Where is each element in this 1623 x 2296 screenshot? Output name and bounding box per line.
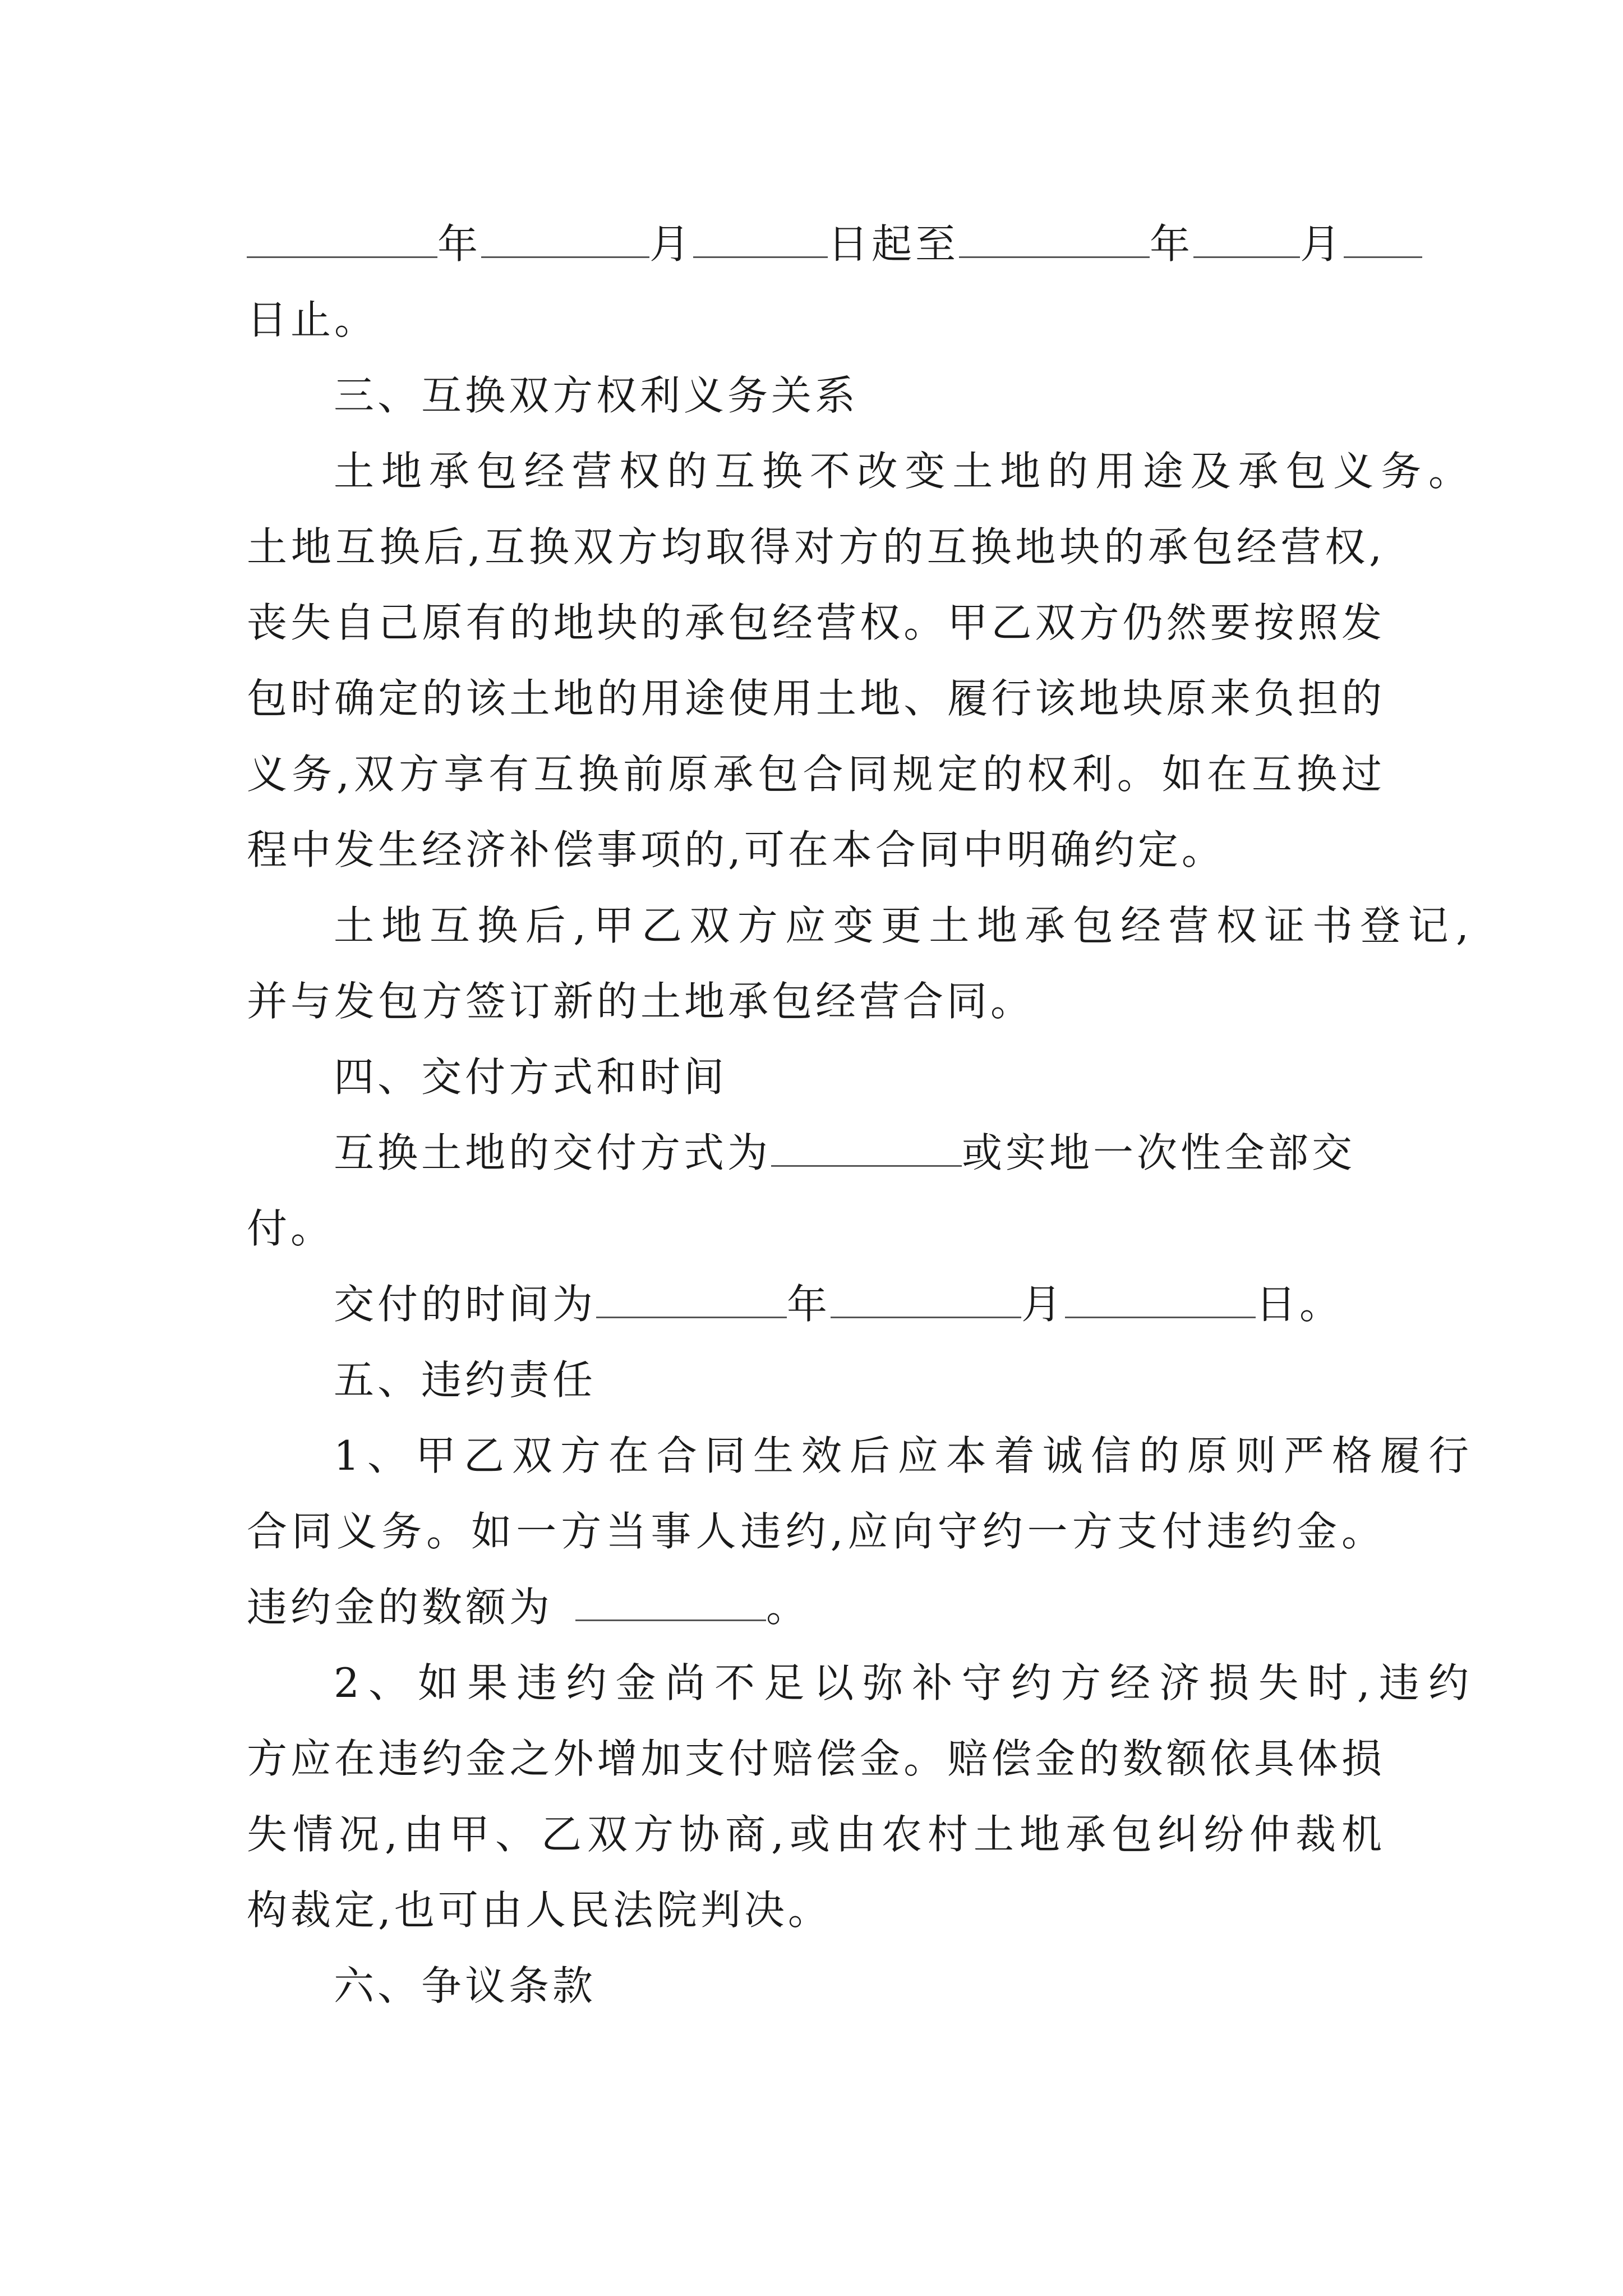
delivery-method-suffix: 或实地一次性全部交: [962, 1129, 1356, 1176]
penalty-amount-suffix: 。: [766, 1584, 810, 1631]
delivery-time-line: [247, 1276, 1472, 1332]
section-3-p1-line-3: 丧失自己原有的地块的承包经营权。甲乙双方仍然要按照发: [247, 599, 1385, 646]
section-3-heading: 三、互换双方权利义务关系: [334, 372, 859, 419]
section-3-p1-line-1: 土地承包经营权的互换不改变土地的用途及承包义务。: [334, 448, 1472, 495]
section-3-p1-line-4: 包时确定的该土地的用途使用土地、履行该地块原来负担的: [247, 675, 1385, 722]
blank-start-year[interactable]: [247, 217, 437, 258]
delivery-time-year: 年: [787, 1281, 831, 1328]
blank-end-year[interactable]: [959, 217, 1150, 258]
section-5-p2-line-4: 构裁定,也可由人民法院判决。: [247, 1887, 832, 1934]
delivery-method-end: 付。: [247, 1205, 335, 1252]
section-6-heading: 六、争议条款: [334, 1962, 597, 2009]
blank-delivery-method[interactable]: [771, 1126, 962, 1167]
delivery-time-month: 月: [1021, 1281, 1066, 1328]
section-5-p2-line-3: 失情况,由甲、乙双方协商,或由农村土地承包纠纷仲裁机: [247, 1811, 1385, 1858]
section-5-p1-line-1: 1、甲乙双方在合同生效后应本着诚信的原则严格履行: [334, 1432, 1472, 1479]
period-year-label-2: 年: [1150, 220, 1194, 268]
section-3-p2-line-2: 并与发包方签订新的土地承包经营合同。: [247, 978, 1035, 1025]
section-3-p1-line-2: 土地互换后,互换双方均取得对方的互换地块的承包经营权,: [247, 523, 1385, 570]
section-5-heading: 五、违约责任: [334, 1356, 597, 1404]
period-year-label: 年: [437, 220, 482, 268]
delivery-method-line: [247, 1125, 1472, 1181]
penalty-amount-prefix: 违约金的数额为: [247, 1584, 554, 1631]
blank-penalty-amount[interactable]: [575, 1580, 766, 1621]
period-month-label: 月: [649, 220, 694, 268]
period-end-line: 日止。: [247, 296, 379, 343]
section-3-p2-line-1: 土地互换后,甲乙双方应变更土地承包经营权证书登记,: [334, 902, 1472, 949]
penalty-amount-line: [247, 1579, 1385, 1635]
period-month-label-2: 月: [1300, 220, 1344, 268]
blank-end-month[interactable]: [1193, 217, 1300, 258]
delivery-method-prefix: 互换土地的交付方式为: [334, 1129, 772, 1176]
blank-start-day[interactable]: [693, 217, 828, 258]
section-4-heading: 四、交付方式和时间: [334, 1053, 728, 1101]
blank-delivery-day[interactable]: [1065, 1277, 1256, 1318]
period-from-label: 日起至: [828, 220, 960, 268]
blank-delivery-year[interactable]: [596, 1277, 787, 1318]
section-5-p2-line-2: 方应在违约金之外增加支付赔偿金。赔偿金的数额依具体损: [247, 1735, 1385, 1782]
delivery-time-prefix: 交付的时间为: [334, 1281, 597, 1328]
section-5-p1-line-2: 合同义务。如一方当事人违约,应向守约一方支付违约金。: [247, 1508, 1385, 1555]
delivery-time-day: 日。: [1256, 1281, 1344, 1328]
blank-start-month[interactable]: [481, 217, 649, 258]
section-3-p1-line-6: 程中发生经济补偿事项的,可在本合同中明确约定。: [247, 826, 1225, 873]
section-5-p2-line-1: 2、如果违约金尚不足以弥补守约方经济损失时,违约: [334, 1659, 1472, 1706]
period-line: [247, 216, 1385, 272]
blank-end-day[interactable]: [1344, 217, 1422, 258]
section-3-p1-line-5: 义务,双方享有互换前原承包合同规定的权利。如在互换过: [247, 751, 1385, 798]
blank-delivery-month[interactable]: [831, 1277, 1021, 1318]
